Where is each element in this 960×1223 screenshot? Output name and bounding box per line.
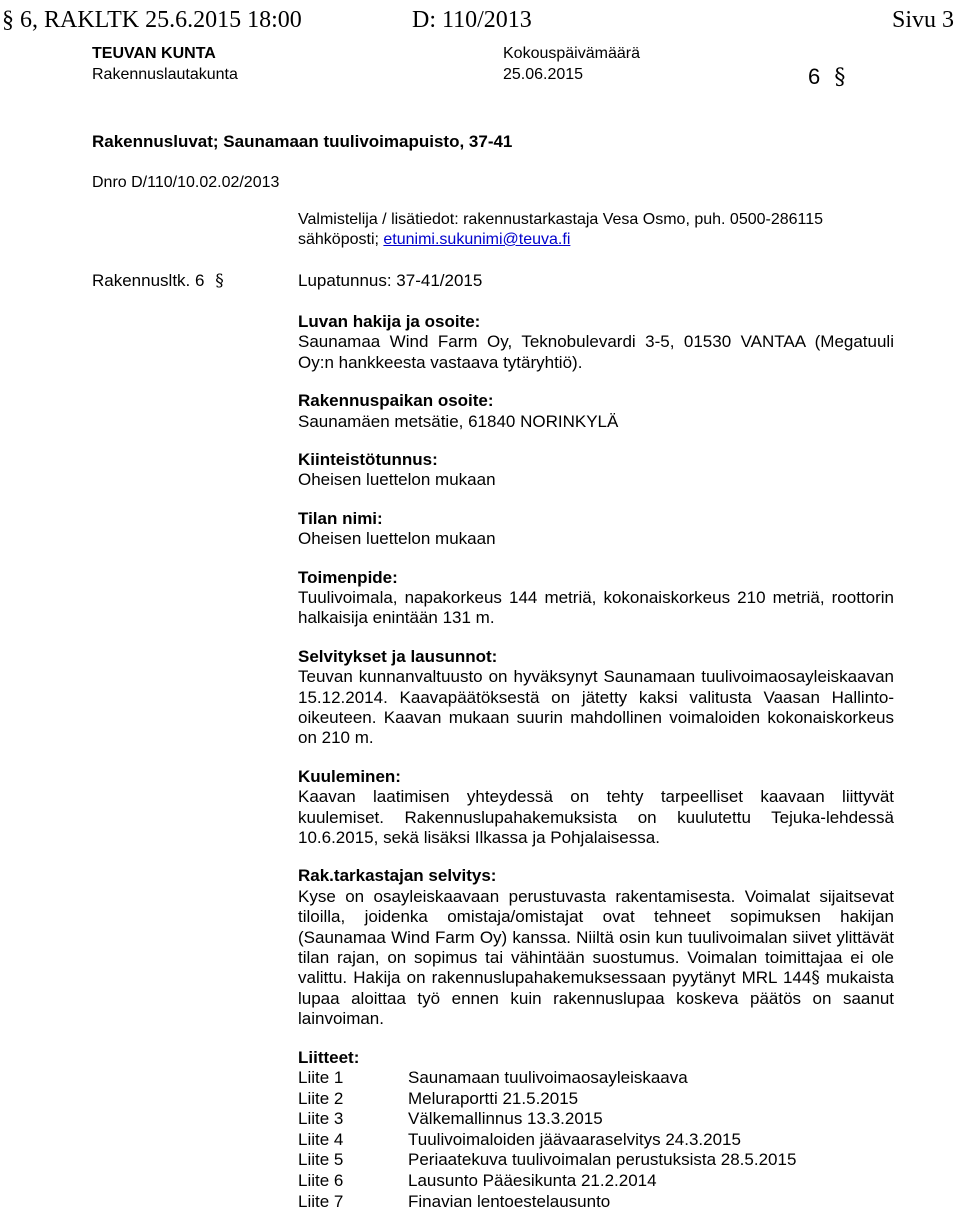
attachment-row [298,1109,894,1130]
section-hearing [298,767,894,849]
attachment-row [298,1089,894,1110]
section-estate-name [298,509,894,550]
contact-email-line [298,230,858,250]
board-reference [92,270,224,292]
attachment-title: Tuulivoimaloiden jäävaaraselvitys 24.3.2015 [408,1129,741,1149]
section-text: Saunamaa Wind Farm Oy, Teknobulevardi 3-5, 01530 VANTAA (Megatuuli Oy:n hankkeesta vastaava tytäryhtiö). [298,332,894,372]
section-measure [298,568,894,629]
attachment-id: Liite 7 [298,1191,344,1211]
org-name: TEUVAN KUNTA [92,45,216,62]
section-symbol-icon: § [834,65,846,90]
top-bar-meeting-ref: § 6, RAKLTK 25.6.2015 18:00 [2,7,302,33]
attachment-title: Meluraportti 21.5.2015 [408,1088,579,1108]
contact-preparer: Valmistelija / lisätiedot: rakennustarkastaja Vesa Osmo, puh. 0500-286115 [298,211,824,228]
section-text: Oheisen luettelon mukaan [298,529,496,549]
attachment-id: Liite 1 [298,1068,344,1088]
section-heading: Rakennuspaikan osoite: [298,391,494,411]
meeting-date-label: Kokouspäivämäärä [503,45,640,62]
email-link[interactable]: etunimi.sukunimi@teuva.fi [383,231,571,248]
section-heading: Rak.tarkastajan selvitys: [298,866,497,886]
section-text: Oheisen luettelon mukaan [298,470,496,490]
top-bar-document-id: D: 110/2013 [412,7,532,33]
decision-body [298,270,894,1212]
section-text-part: mukaista lupaa aloittaa työ ennen kuin rakennuslupaa koskeva päätös on saanut lainvoiman. [298,968,894,1029]
attachment-row [298,1068,894,1089]
attachment-title: Finavian lentoestelausunto [408,1191,611,1211]
top-bar-page-label: Sivu 3 [891,7,954,33]
attachment-id: Liite 5 [298,1150,344,1170]
section-heading: Selvitykset ja lausunnot: [298,646,498,666]
attachment-id: Liite 3 [298,1109,344,1129]
section-text: Kaavan laatimisen yhteydessä on tehty tarpeelliset kaavaan liittyvät kuulemiset. Rakennuslupahakemuksista on kuulutettu Tejuka-lehdessä 10.6.2015, sekä lisäksi Ilkassa ja Pohjalaisessa. [298,787,894,848]
section-text-part: Kyse on osayleiskaavaan perustuvasta rakentamisesta. Voimalat sijaitsevat tiloilla, joidenka omistaja/omistajat ovat tehneet sopimuksen hakijan (Saunamaa Wind Farm Oy) kanssa. Niiltä osin kun tuulivoimalan siivet ylittävät tilan rajan, on sopimus tai vähintään suostumus. Voimalan toimittajaa ei ole valittu. Hakija on rakennuslupahakemuksessaan pyytänyt MRL 144 [298,886,894,988]
attachment-title: Periaatekuva tuulivoimalan perustuksista 28.5.2015 [408,1150,797,1170]
record-number: Dnro D/110/10.02.02/2013 [92,174,280,191]
section-text [298,887,894,1030]
permit-id: Lupatunnus: 37-41/2015 [298,271,483,290]
meeting-date: 25.06.2015 [503,66,584,83]
section-text: Teuvan kunnanvaltuusto on hyväksynyt Saunamaan tuulivoimaosayleiskaavan 15.12.2014. Kaavapäätöksestä on jätetty kaksi valitusta Vaasan Hallinto-oikeuteen. Kaavan mukaan suurin mahdollinen voimaloiden kokonaiskorkeus on 210 m. [298,667,894,748]
section-number [808,64,845,91]
attachment-row [298,1171,894,1192]
section-symbol-icon: § [811,968,820,989]
board-reference-symbol-icon: § [215,271,224,291]
section-heading: Kuuleminen: [298,766,401,786]
top-bar [0,4,960,36]
section-heading: Luvan hakija ja osoite: [298,312,481,331]
attachment-row [298,1150,894,1171]
attachment-id: Liite 2 [298,1088,344,1108]
section-text: Tuulivoimala, napakorkeus 144 metriä, kokonaiskorkeus 210 metriä, roottorin halkaisija enintään 131 m. [298,587,894,628]
section-inspector-report [298,866,894,1029]
section-property-id [298,450,894,491]
attachment-id: Liite 6 [298,1171,344,1191]
section-number-value: 6 [808,64,821,89]
section-site-address [298,391,894,432]
board-reference-label: Rakennusltk. 6 [92,271,205,290]
attachments-heading: Liitteet: [298,1047,360,1067]
section-heading: Tilan nimi: [298,508,383,528]
attachment-title: Lausunto Pääesikunta 21.2.2014 [408,1171,657,1191]
section-applicant [298,312,894,373]
contact-info [298,210,858,250]
section-text: Saunamäen metsätie, 61840 NORINKYLÄ [298,411,619,431]
attachment-id: Liite 4 [298,1129,344,1149]
page-title: Rakennusluvat; Saunamaan tuulivoimapuisto, 37-41 [92,132,513,151]
section-reports [298,647,894,749]
section-heading: Toimenpide: [298,567,398,587]
attachment-title: Saunamaan tuulivoimaosayleiskaava [408,1068,688,1088]
section-heading: Kiinteistötunnus: [298,450,438,469]
board-name: Rakennuslautakunta [92,66,238,83]
attachment-row [298,1130,894,1151]
attachment-title: Välkemallinnus 13.3.2015 [408,1109,603,1129]
email-label: sähköposti; [298,231,384,248]
attachments [298,1048,894,1213]
attachment-row [298,1192,894,1213]
